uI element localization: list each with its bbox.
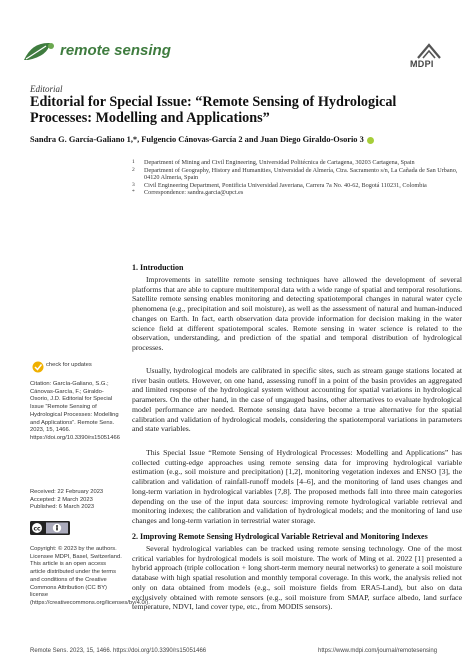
paragraph: Improvements in satellite remote sensing techniques have allowed the development of several platforms that are able to capture multitemporal data with a wide range of spatial and temporal resolutions. Satellite remote sensing enables monitoring and detecting spatiotemporal changes in natural water cycle phenomena (e.g., precipitation and soil moisture), as well as the assessment of natural and human-induced changes on Earth. In fact, earth observation data provide information for decision making in the water science field at different spatiotemporal scales. Remote sensing in water science is related to the observation, understanding, and prediction of the spatial and temporal distribution of hydrological processes. bbox=[132, 275, 462, 352]
paragraph: This Special Issue “Remote Sensing of Hydrological Processes: Modelling and Applications” has collected cutting-edge approaches using remote sensing data for improving hydrological variable estimation (e.g., soil moisture and precipitation) [1,2], monitoring vegetation indexes and ENSO [3], the calibration and validation of rainfall-runoff models [4–6], and the monitoring of land uses changes and long-term variation in hydrological variables [7,8]. The proposed methods fall into three main categories depending on the use of the input data sources: improving remote hydrological variable retrieval and monitoring indexes; the calibration and validation of hydrological models; and the monitoring of land use changes and long-term variation in terrestrial water storage. bbox=[132, 448, 462, 525]
section-heading-2: 2. Improving Remote Sensing Hydrological Variable Retrieval and Monitoring Indexes bbox=[132, 532, 428, 541]
accepted-date: Accepted: 2 March 2023 bbox=[30, 496, 93, 503]
affiliation-2: 2 Department of Geography, History and Humanities, Universidad de Almería, Ctra. Sacramento s/n, La Cañada de San Urbano, 04120 Almeria, Spain bbox=[132, 166, 458, 182]
affiliation-1: 1 Department of Mining and Civil Engineering, Universidad Politécnica de Cartagena, 30203 Cartagena, Spain bbox=[132, 159, 415, 166]
paragraph: Usually, hydrological models are calibrated in specific sites, such as stream gauge stations located at river basin outlets. However, on one hand, assessing runoff in a point of the basin provides an aggregated and limited response of the hydrological system without accounting for spatial variations in hydrological parameters. On the other hand, in the case of ungauged basins, other alternatives to evaluate hydrological model performance are needed. Remote sensing data have become a true alternative for the spatial calibration and validation of hydrological models, considering the spatiotemporal variations in parameters and state variables. bbox=[132, 366, 462, 434]
citation: Citation: García-Galiano, S.G.; Cánovas-García, F.; Giraldo-Osorio, J.D. Editorial for Special Issue “Remote Sensing of Hydrological Processes: Modelling and Applications”. Remote Sens. 2023, 15, 1466. https://doi.org/10.3390/rs15051466 bbox=[30, 381, 120, 441]
svg-text:cc: cc bbox=[33, 525, 41, 533]
footer-journal-url[interactable]: https://www.mdpi.com/journal/remotesensing bbox=[318, 648, 438, 654]
article-dates bbox=[30, 489, 122, 512]
paragraph: Several hydrological variables can be tracked using remote sensing technology. One of the most critical variables for hydrological models is soil moisture. The work of Ming et al. 2022 [1] presented a hybrid approach (triple collocation + long short-term memory neural networks) to generate a soil moisture database with high spatial resolution and monthly temporal coverage. In this work, the analysis relied not only on data obtained from models (e.g., soil moisture fields from ERA5-Land), but also on data exclusively obtained with remote sensors (e.g., soil moisture from SMAP, surface albedo, land surface temperature, NDVI, land cover type, etc., from MODIS sensors). bbox=[132, 544, 462, 612]
authors-text: Sandra G. García-Galiano 1,*, Fulgencio Cánovas-García 2 and Juan Diego Giraldo-Osorio 3 bbox=[30, 135, 364, 144]
section-heading-introduction: 1. Introduction bbox=[132, 263, 184, 272]
copyright-notice: Copyright: © 2023 by the authors. Licensee MDPI, Basel, Switzerland. This article is an open access article distributed under the terms and conditions of the Creative Commons Attribution (CC BY) license (https://creativecommons.org/licenses/by/4.0/). bbox=[30, 546, 150, 606]
check-for-updates-label[interactable]: check for updates bbox=[46, 362, 92, 368]
published-date: Published: 6 March 2023 bbox=[30, 504, 95, 511]
article-title: Editorial for Special Issue: “Remote Sensing of Hydrological Processes: Modelling and Applications” bbox=[30, 94, 397, 126]
publisher-name: MDPI bbox=[410, 59, 434, 69]
footer-citation[interactable]: Remote Sens. 2023, 15, 1466. https://doi.org/10.3390/rs15051466 bbox=[30, 648, 207, 654]
affiliations bbox=[132, 159, 462, 197]
author-list bbox=[30, 134, 460, 145]
cc-by-license-icon[interactable] bbox=[30, 521, 70, 535]
journal-name: remote sensing bbox=[60, 42, 171, 59]
orcid-icon[interactable] bbox=[367, 137, 374, 144]
correspondence: * Correspondence: sandra.garcia@upct.es bbox=[132, 189, 244, 197]
affiliation-3: 3 Civil Engineering Department, Pontificia Universidad Javeriana, Carrera 7a No. 40-62, Bogotá 110231, Colombia bbox=[132, 181, 427, 189]
received-date: Received: 22 February 2023 bbox=[30, 489, 104, 495]
check-for-updates-icon[interactable] bbox=[32, 360, 44, 374]
remote-sensing-leaf-logo-icon bbox=[22, 40, 56, 62]
article-type: Editorial bbox=[30, 84, 63, 94]
